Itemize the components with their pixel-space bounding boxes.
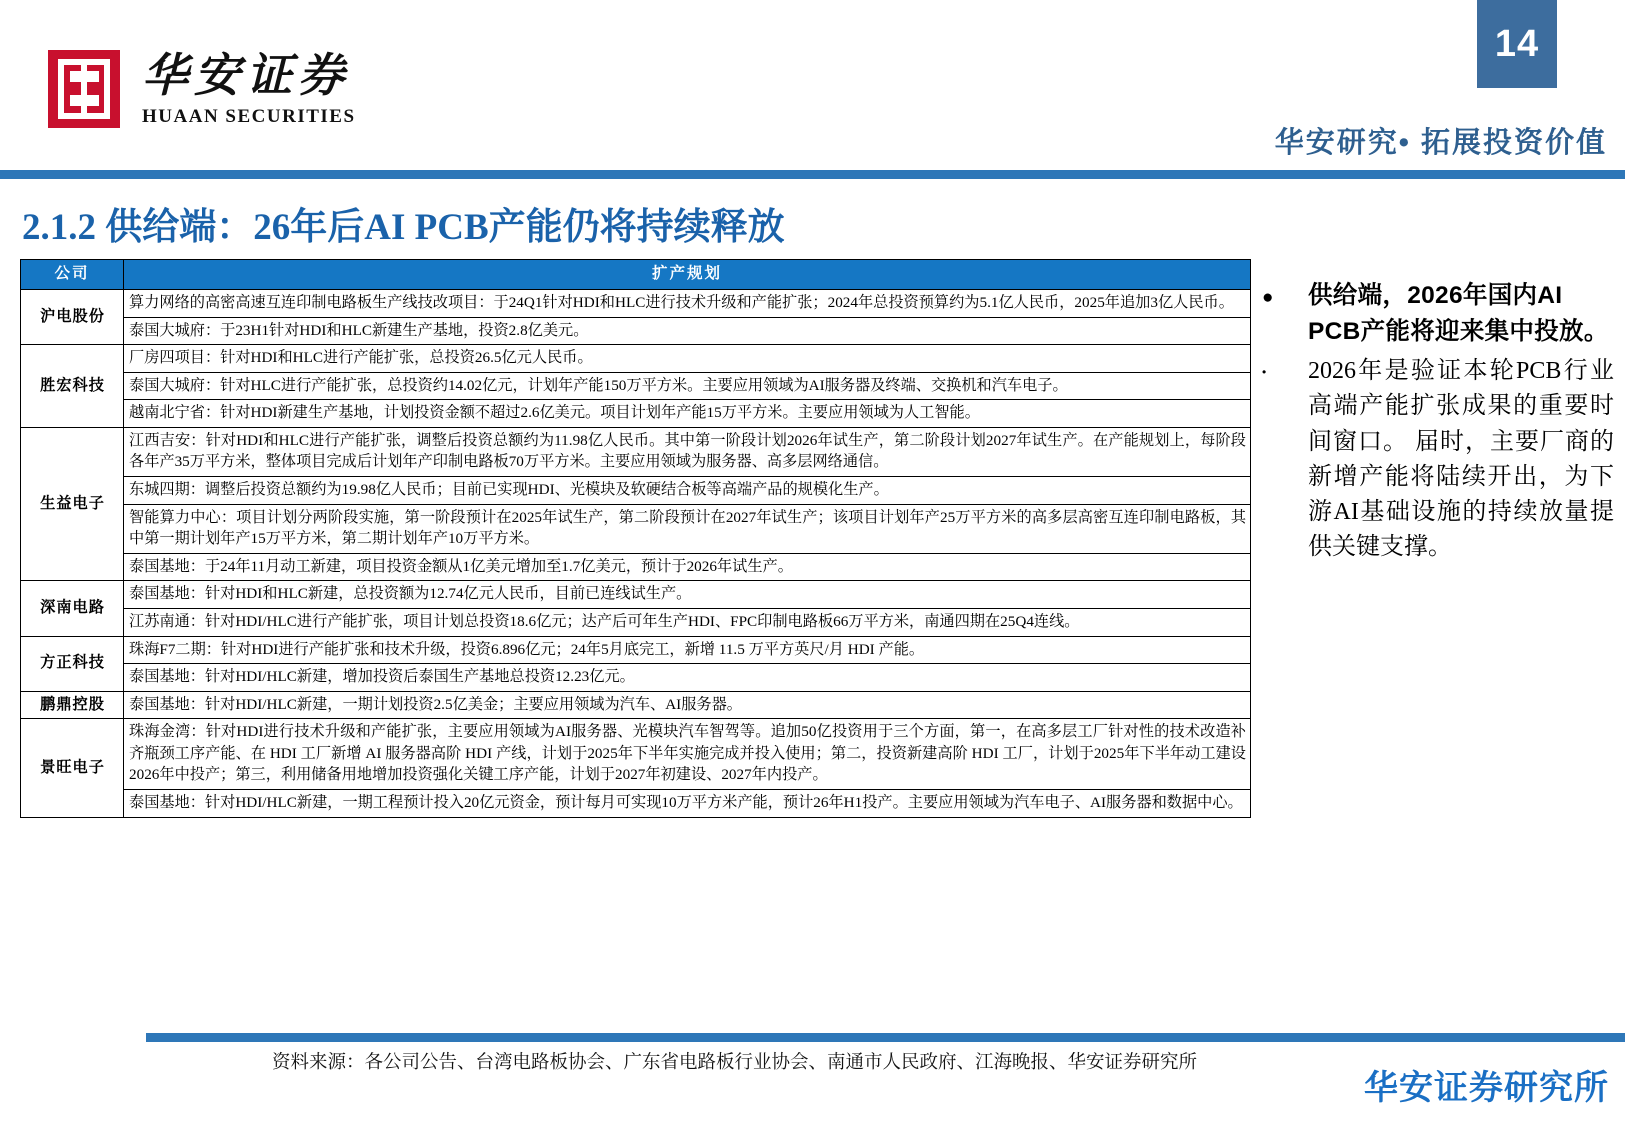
- footer-brand: 华安证券研究所: [1364, 1069, 1609, 1107]
- logo-text-block: [142, 50, 356, 128]
- table-row: [21, 317, 1251, 345]
- header-divider: [0, 170, 1625, 179]
- company-cell: 景旺电子: [21, 719, 124, 817]
- company-cell: 沪电股份: [21, 290, 124, 345]
- table-row: [21, 400, 1251, 428]
- plan-cell: 泰国大城府：于23H1针对HDI和HLC新建生产基地，投资2.8亿美元。: [124, 317, 1251, 345]
- table-row: [21, 290, 1251, 318]
- plan-cell: 泰国基地：针对HDI/HLC新建，一期计划投资2.5亿美金；主要应用领域为汽车、AI服务器。: [124, 691, 1251, 719]
- plan-cell: 东城四期：调整后投资总额约为19.98亿人民币；目前已实现HDI、光模块及软硬结合板等高端产品的规模化生产。: [124, 477, 1251, 505]
- table-row: [21, 581, 1251, 609]
- plan-cell: 智能算力中心：项目计划分两阶段实施，第一阶段预计在2025年试生产，第二阶段预计在2027年试生产；该项目计划年产25万平方米的高多层高密互连印制电路板，其中第一期计划年产15万平方米，第二期计划年产10万平方米。: [124, 504, 1251, 553]
- source-note: 资料来源：各公司公告、台湾电路板协会、广东省电路板行业协会、南通市人民政府、江海晚报、华安证券研究所: [272, 1053, 1198, 1073]
- logo-english-name: HUAAN SECURITIES: [142, 106, 356, 128]
- table-body: [21, 290, 1251, 818]
- company-cell: 深南电路: [21, 581, 124, 636]
- plan-cell: 泰国大城府：针对HLC进行产能扩张，总投资约14.02亿元，计划年产能150万平方米。主要应用领域为AI服务器及终端、交换机和汽车电子。: [124, 372, 1251, 400]
- table-row: [21, 427, 1251, 476]
- plan-cell: 越南北宁省：针对HDI新建生产基地，计划投资金额不超过2.6亿美元。项目计划年产能15万平方米。主要应用领域为人工智能。: [124, 400, 1251, 428]
- company-logo: [48, 50, 356, 128]
- footer-divider: [146, 1033, 1625, 1042]
- page-number: 14: [1494, 22, 1540, 65]
- table-header-row: [21, 260, 1251, 290]
- table-row: [21, 664, 1251, 692]
- company-cell: 方正科技: [21, 636, 124, 691]
- plan-cell: 泰国基地：针对HDI和HLC新建，总投资额为12.74亿元人民币，目前已连线试生产。: [124, 581, 1251, 609]
- plan-cell: 江苏南通：针对HDI/HLC进行产能扩张，项目计划总投资18.6亿元；达产后可年生产HDI、FPC印制电路板66万平方米，南通四期在25Q4连线。: [124, 608, 1251, 636]
- plan-cell: 珠海F7二期：针对HDI进行产能扩张和技术升级，投资6.896亿元；24年5月底完工，新增 11.5 万平方英尺/月 HDI 产能。: [124, 636, 1251, 664]
- plan-cell: 泰国基地：针对HDI/HLC新建，增加投资后泰国生产基地总投资12.23亿元。: [124, 664, 1251, 692]
- takeaway-item: [1262, 278, 1614, 350]
- company-cell: 胜宏科技: [21, 345, 124, 428]
- table-row: [21, 636, 1251, 664]
- takeaway-item: [1262, 354, 1614, 566]
- plan-cell: 泰国基地：针对HDI/HLC新建，一期工程预计投入20亿元资金，预计每月可实现10万平方米产能，预计26年H1投产。主要应用领域为汽车电子、AI服务器和数据中心。: [124, 789, 1251, 817]
- table-row: [21, 372, 1251, 400]
- plan-cell: 泰国基地：于24年11月动工新建，项目投资金额从1亿美元增加至1.7亿美元，预计于2026年试生产。: [124, 553, 1251, 581]
- bullet-dot-icon: ●: [1262, 287, 1274, 308]
- plan-cell: 算力网络的高密高速互连印制电路板生产线技改项目：于24Q1针对HDI和HLC进行技术升级和产能扩张；2024年总投资预算约为5.1亿人民币，2025年追加3亿人民币。: [124, 290, 1251, 318]
- company-cell: 生益电子: [21, 427, 124, 580]
- page-title: 2.1.2 供给端：26年后AI PCB产能仍将持续释放: [22, 207, 785, 248]
- header-tagline: 华安研究• 拓展投资价值: [1274, 127, 1607, 159]
- page-number-badge: [1477, 0, 1557, 88]
- takeaway-text: 供给端，2026年国内AI PCB产能将迎来集中投放。: [1308, 282, 1609, 345]
- table-row: [21, 719, 1251, 790]
- plan-cell: 珠海金湾：针对HDI进行技术升级和产能扩张，主要应用领域为AI服务器、光模块汽车智驾等。追加50亿投资用于三个方面，第一，在高多层工厂针对性的技术改造补齐瓶颈工序产能、在 HDI 工厂新增 AI 服务器高阶 HDI 产线，计划于2025年下半年实施完成并投入使用；第二，投资新建高阶 HDI 工厂，计划于2025年下半年动工建设2026年中投产；第三，利用储备用地增加投资强化关键工序产能，计划于2027年初建设、2027年内投产。: [124, 719, 1251, 790]
- bullet-dot-icon: •: [1262, 365, 1267, 379]
- key-takeaways-panel: [1262, 278, 1614, 570]
- plan-cell: 厂房四项目：针对HDI和HLC进行产能扩张，总投资26.5亿元人民币。: [124, 345, 1251, 373]
- column-header-plan: 扩产规划: [124, 260, 1251, 290]
- company-cell: 鹏鼎控股: [21, 691, 124, 719]
- huaan-logo-icon: [48, 50, 120, 128]
- logo-chinese-name: 华安证券: [142, 50, 350, 101]
- table-row: [21, 608, 1251, 636]
- expansion-plan-table: [20, 259, 1251, 818]
- takeaway-text: 2026年是验证本轮PCB行业高端产能扩张成果的重要时间窗口。 届时，主要厂商的新增产能将陆续开出，为下游AI基础设施的持续放量提供关键支撑。: [1308, 358, 1614, 561]
- table-row: [21, 477, 1251, 505]
- table-row: [21, 553, 1251, 581]
- table-row: [21, 504, 1251, 553]
- plan-cell: 江西吉安：针对HDI和HLC进行产能扩张，调整后投资总额约为11.98亿人民币。其中第一阶段计划2026年试生产，第二阶段计划2027年试生产。在产能规划上，每阶段各年产35万平方米，整体项目完成后计划年产印制电路板70万平方米。主要应用领域为服务器、高多层网络通信。: [124, 427, 1251, 476]
- table-row: [21, 691, 1251, 719]
- table-row: [21, 345, 1251, 373]
- table-row: [21, 789, 1251, 817]
- column-header-company: 公司: [21, 260, 124, 290]
